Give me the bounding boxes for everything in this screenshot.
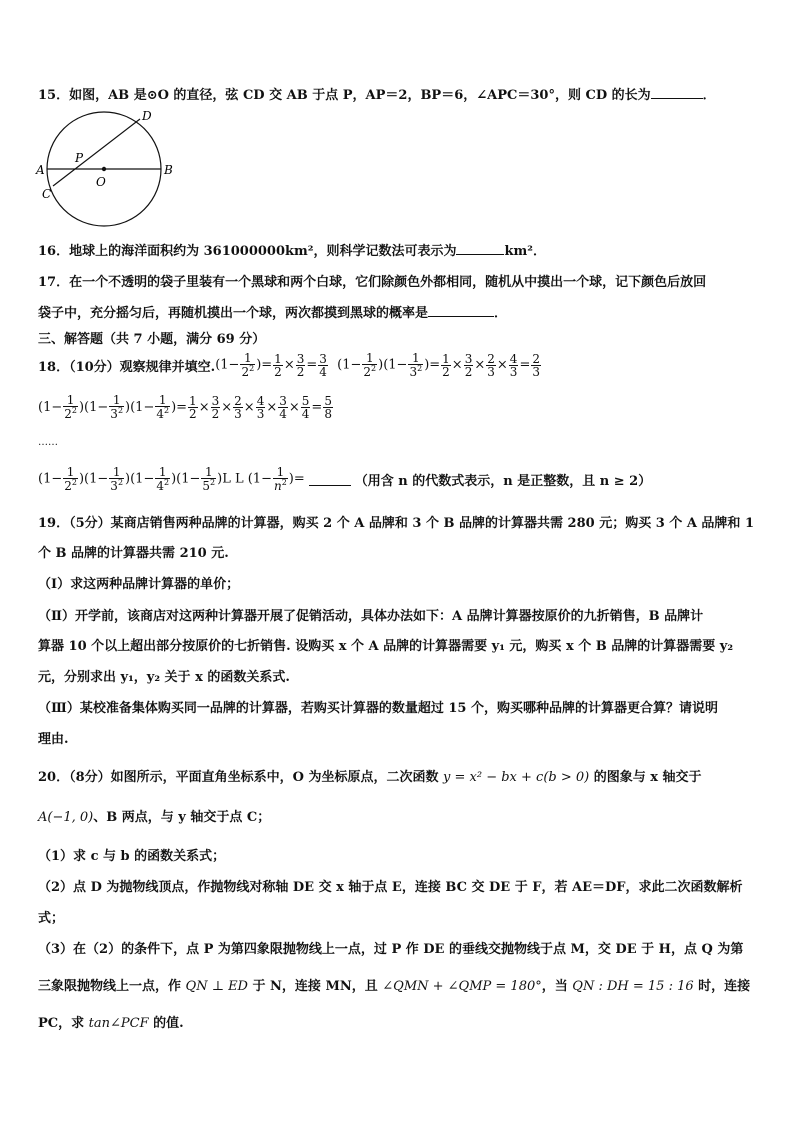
center-point-o [102, 167, 106, 171]
q15-text [38, 84, 716, 103]
q20-part3-line1: （3）在（2）的条件下，点 P 为第四象限抛物线上一点，过 P 作 DE 的垂线交抛物线于点 M，交 DE 于 H，点 Q 为第 [38, 942, 744, 957]
label-c: C [42, 187, 52, 201]
q20-p3-f: 的值. [153, 1016, 184, 1031]
q17-end: ． [494, 306, 508, 321]
q20-part2-line2: 式； [38, 911, 65, 926]
q18-intro: 18．（10分）观察规律并填空. [38, 359, 216, 375]
q18-ellipsis: …… [38, 437, 58, 448]
q16-answer-blank [456, 242, 504, 255]
q20-p3-e: PC，求 [38, 1016, 85, 1031]
q20-p3-a: 三象限抛物线上一点，作 [38, 979, 182, 994]
q20-p3-formula1: QN ⊥ ED [185, 979, 248, 994]
q20-p3-formula4: tan∠PCF [88, 1016, 149, 1031]
q20-p3-c: ，当 [541, 979, 568, 994]
q19-line1: 19．（5分）某商店销售两种品牌的计算器，购买 2 个 A 品牌和 3 个 B 品牌的计算器共需 280 元；购买 3 个 A 品牌和 1 [38, 516, 755, 531]
q20-stem-c: 、B 两点，与 y 轴交于点 C； [93, 810, 271, 825]
q20-part2-line1: （2）点 D 为抛物线顶点，作抛物线对称轴 DE 交 x 轴于点 E，连接 BC 交 DE 于 F，若 AE＝DF，求此二次函数解析 [38, 880, 743, 895]
q16-text [38, 240, 546, 259]
label-d: D [142, 109, 152, 123]
q20-line2 [38, 806, 270, 825]
q19-part2-line3: 元，分别求出 y₁，y₂ 关于 x 的函数关系式. [38, 670, 290, 685]
q15-end: ． [702, 88, 716, 103]
q20-formula: y = x² − bx + c(b > 0) [443, 770, 590, 785]
q20-line1 [38, 766, 702, 785]
label-a: A [36, 163, 45, 177]
q20-p3-b: 于 N，连接 MN，且 [252, 979, 378, 994]
q20-p3-formula2: ∠QMN + ∠QMP = 180° [382, 979, 542, 994]
q19-line2: 个 B 品牌的计算器共需 210 元. [38, 546, 229, 561]
label-p: P [75, 151, 84, 165]
q20-stem-b: 的图象与 x 轴交于 [593, 770, 702, 785]
q18-formula3: (1− $\frac{1}{2^2}$ )(1− $\frac{1}{3^2}$ )(1− $\frac{1}{4^2}$ )(1− $\frac{1}{5^2}$ )L L (1− $\frac{1}{n^2}$ )= [38, 465, 305, 493]
q19-part1: （Ⅰ）求这两种品牌计算器的单价； [38, 577, 240, 592]
q20-part1: （1）求 c 与 b 的函数关系式； [38, 849, 226, 864]
section-heading: 三、解答题（共 7 小题，满分 69 分） [38, 332, 266, 347]
q20-part3-line2 [38, 975, 750, 994]
q18-formula1: (1− $\frac{1}{2^2}$ )= $\frac{1}{2}$ × $\frac{3}{2}$ = $\frac{3}{4}$ (1− $\frac{1}{2^2}$ )(1− $\frac{1}{3^2}$ )= $\frac{1}{2}$ × $\frac{3}{2}$ × $\frac{2}{3}$ × $\frac{4}{3}$ = $\frac{2}{3}$ [215, 351, 540, 379]
q20-part3-line3 [38, 1012, 184, 1031]
q18-formula2: (1− $\frac{1}{2^2}$ )(1− $\frac{1}{3^2}$ )(1− $\frac{1}{4^2}$ )= $\frac{1}{2}$ × $\frac{3}{2}$ × $\frac{2}{3}$ × $\frac{4}{3}$ × $\frac{3}{4}$ × $\frac{5}{4}$ = $\frac{5}{8}$ [38, 393, 332, 421]
q18-tail: （用含 n 的代数式表示，n 是正整数，且 n ≥ 2） [354, 473, 652, 489]
q20-p3-d: 时，连接 [698, 979, 751, 994]
q15-circle-figure [34, 106, 184, 232]
q15-answer-blank [651, 86, 703, 99]
q20-stem-a: 20．（8分）如图所示，平面直角坐标系中，O 为坐标原点，二次函数 [38, 770, 439, 785]
label-b: B [164, 163, 173, 177]
q18-row1 [38, 352, 542, 378]
q19-part2-line1: （Ⅱ）开学前，该商店对这两种计算器开展了促销活动，具体办法如下：A 品牌计算器按原价的九折销售，B 品牌计 [38, 609, 704, 624]
q17-stem: 袋子中，充分摇匀后，再随机摸出一个球，两次都摸到黑球的概率是 [38, 306, 429, 321]
q18-answer-blank [309, 473, 351, 486]
q19-part3-line2: 理由. [38, 732, 69, 747]
q15-stem: 15．如图，AB 是⊙O 的直径，弦 CD 交 AB 于点 P，AP＝2，BP＝6，∠APC＝30°，则 CD 的长为 [38, 88, 651, 103]
q16-stem: 16．地球上的海洋面积约为 361000000km²，则科学记数法可表示为 [38, 244, 457, 259]
q18-row4 [38, 466, 651, 492]
q17-line1: 17．在一个不透明的袋子里装有一个黑球和两个白球，它们除颜色外都相同，随机从中摸出一个球，记下颜色后放回 [38, 275, 707, 290]
q17-line2 [38, 302, 507, 321]
q16-end: km²． [504, 244, 546, 259]
label-o: O [96, 175, 106, 189]
q20-point-a: A(−1, 0) [38, 810, 94, 825]
q19-part2-line2: 算器 10 个以上超出部分按原价的七折销售. 设购买 x 个 A 品牌的计算器需要 y₁ 元，购买 x 个 B 品牌的计算器需要 y₂ [38, 639, 734, 654]
q19-part3-line1: （Ⅲ）某校准备集体购买同一品牌的计算器，若购买计算器的数量超过 15 个，购买哪种品牌的计算器更合算？请说明 [38, 701, 718, 716]
q20-p3-formula3: QN : DH = 15 : 16 [572, 979, 694, 994]
q17-answer-blank [428, 304, 494, 317]
